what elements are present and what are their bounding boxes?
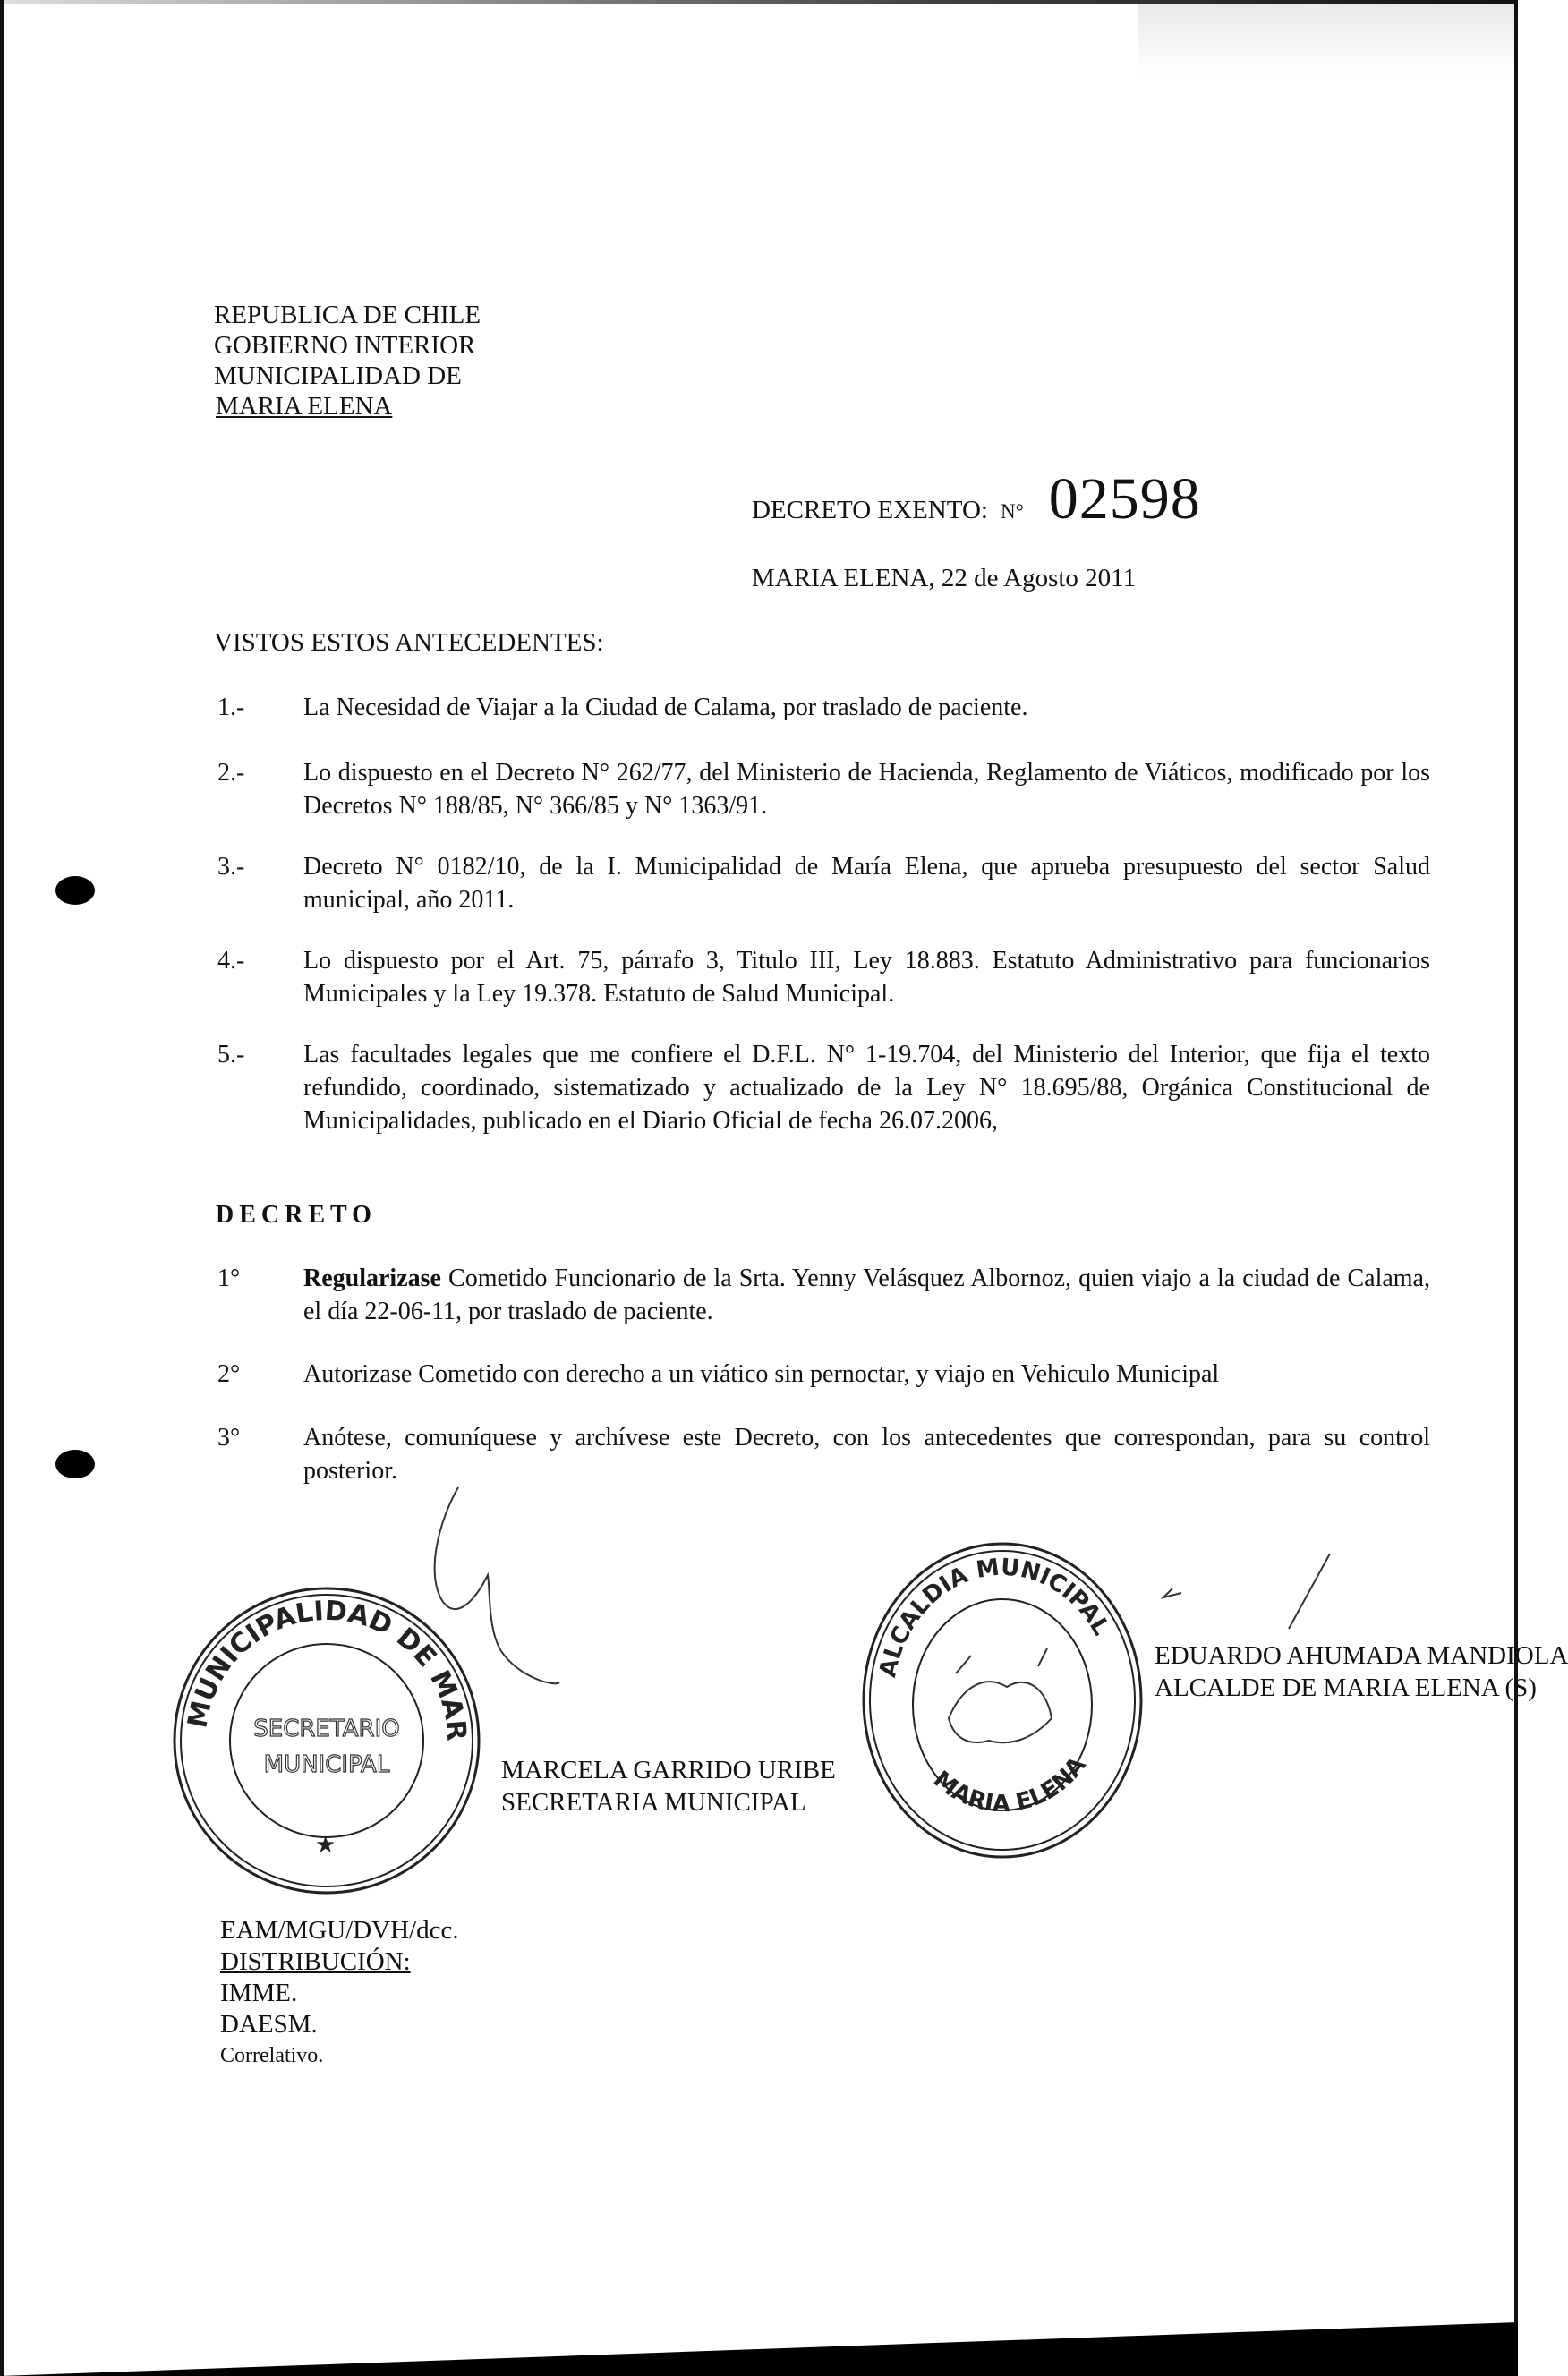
secretary-signature-block [501, 1754, 836, 1818]
recipient: DAESM. [220, 2010, 318, 2039]
item-number: 4.- [217, 947, 245, 975]
secretary-name: MARCELA GARRIDO URIBE [501, 1756, 836, 1784]
item-number: 2° [217, 1360, 241, 1388]
decree-number-prefix: N° [1000, 500, 1024, 523]
mayor-name: EDUARDO AHUMADA MANDIOLA [1155, 1641, 1568, 1670]
item-number: 3° [217, 1424, 241, 1452]
header-government: GOBIERNO INTERIOR [214, 331, 476, 360]
vistos-title: VISTOS ESTOS ANTECEDENTES: [214, 628, 604, 657]
distribution-label: DISTRIBUCIÓN: [220, 1947, 411, 1976]
mayor-signature-block [1155, 1639, 1568, 1704]
header-city: MARIA ELENA [216, 392, 393, 421]
header-country: REPUBLICA DE CHILE [214, 301, 481, 329]
recipient: Correlativo. [220, 2044, 324, 2067]
recipient: IMME. [220, 1979, 298, 2007]
item-number: 3.- [217, 853, 245, 881]
decree-number: 02598 [1048, 466, 1201, 532]
item-text: Lo dispuesto en el Decreto N° 262/77, del Ministerio de Hacienda, Reglamento de Viáticos, modificado por los Decretos N° 188/85, N° 366/85 y N° 1363/91. [303, 759, 1430, 820]
decreto-title: DECRETO [216, 1201, 377, 1229]
mayor-stamp-top-text: ALCALDIA MUNICIPAL [874, 1554, 1115, 1680]
item-text: Decreto N° 0182/10, de la I. Municipalidad de María Elena, que aprueba presupuesto del sector Salud municipal, año 2011. [303, 853, 1430, 914]
star-icon: ★ [315, 1832, 337, 1859]
item-text: Lo dispuesto por el Art. 75, párrafo 3, Titulo III, Ley 18.883. Estatuto Administrativo para funcionarios Municipales y la Ley 19.378. Estatuto de Salud Municipal. [303, 947, 1430, 1008]
mayor-stamp-bottom-text: MARIA ELENA [927, 1751, 1092, 1818]
item-body-text: Cometido Funcionario de la Srta. Yenny Velásquez Albornoz, quien viajo a la ciudad de Calama, el día 22-06-11, por traslado de paciente. [303, 1265, 1430, 1325]
item-text: Las facultades legales que me confiere el D.F.L. N° 1-19.704, del Ministerio del Interior, que fija el texto refundido, coordinado, sistematizado y actualizado de la Ley N° 18.695/88, Orgánica Constitucional de Municipalidades, publicado en el Diario Oficial de fecha 26.07.2006, [303, 1041, 1430, 1135]
item-text: Autorizase Cometido con derecho a un viático sin pernoctar, y viajo en Vehiculo Municipal [303, 1360, 1220, 1388]
mayor-title: ALCALDE DE MARIA ELENA (S) [1155, 1673, 1537, 1702]
item-number: 2.- [217, 759, 245, 787]
header-municipality: MUNICIPALIDAD DE [214, 362, 462, 390]
secretary-stamp-outer-text: MUNICIPALIDAD DE MARIA ELENA [158, 1560, 473, 1742]
secretary-stamp-inner-1: SECRETARIO [253, 1716, 400, 1742]
item-number: 1° [217, 1265, 241, 1292]
secretary-stamp-inner-2: MUNICIPAL [263, 1751, 390, 1778]
item-text: La Necesidad de Viajar a la Ciudad de Calama, por traslado de paciente. [303, 694, 1028, 721]
item-bold-text: Regularizase [303, 1265, 441, 1292]
item-text: Anótese, comuníquese y archívese este Decreto, con los antecedentes que correspondan, para su control posterior. [303, 1424, 1430, 1485]
place-date: MARIA ELENA, 22 de Agosto 2011 [752, 564, 1137, 592]
decree-label: DECRETO EXENTO: [752, 496, 988, 524]
item-number: 1.- [217, 694, 245, 721]
secretary-title: SECRETARIA MUNICIPAL [501, 1788, 806, 1817]
initials: EAM/MGU/DVH/dcc. [220, 1916, 459, 1945]
item-number: 5.- [217, 1041, 245, 1069]
document-footer [220, 1915, 459, 2072]
